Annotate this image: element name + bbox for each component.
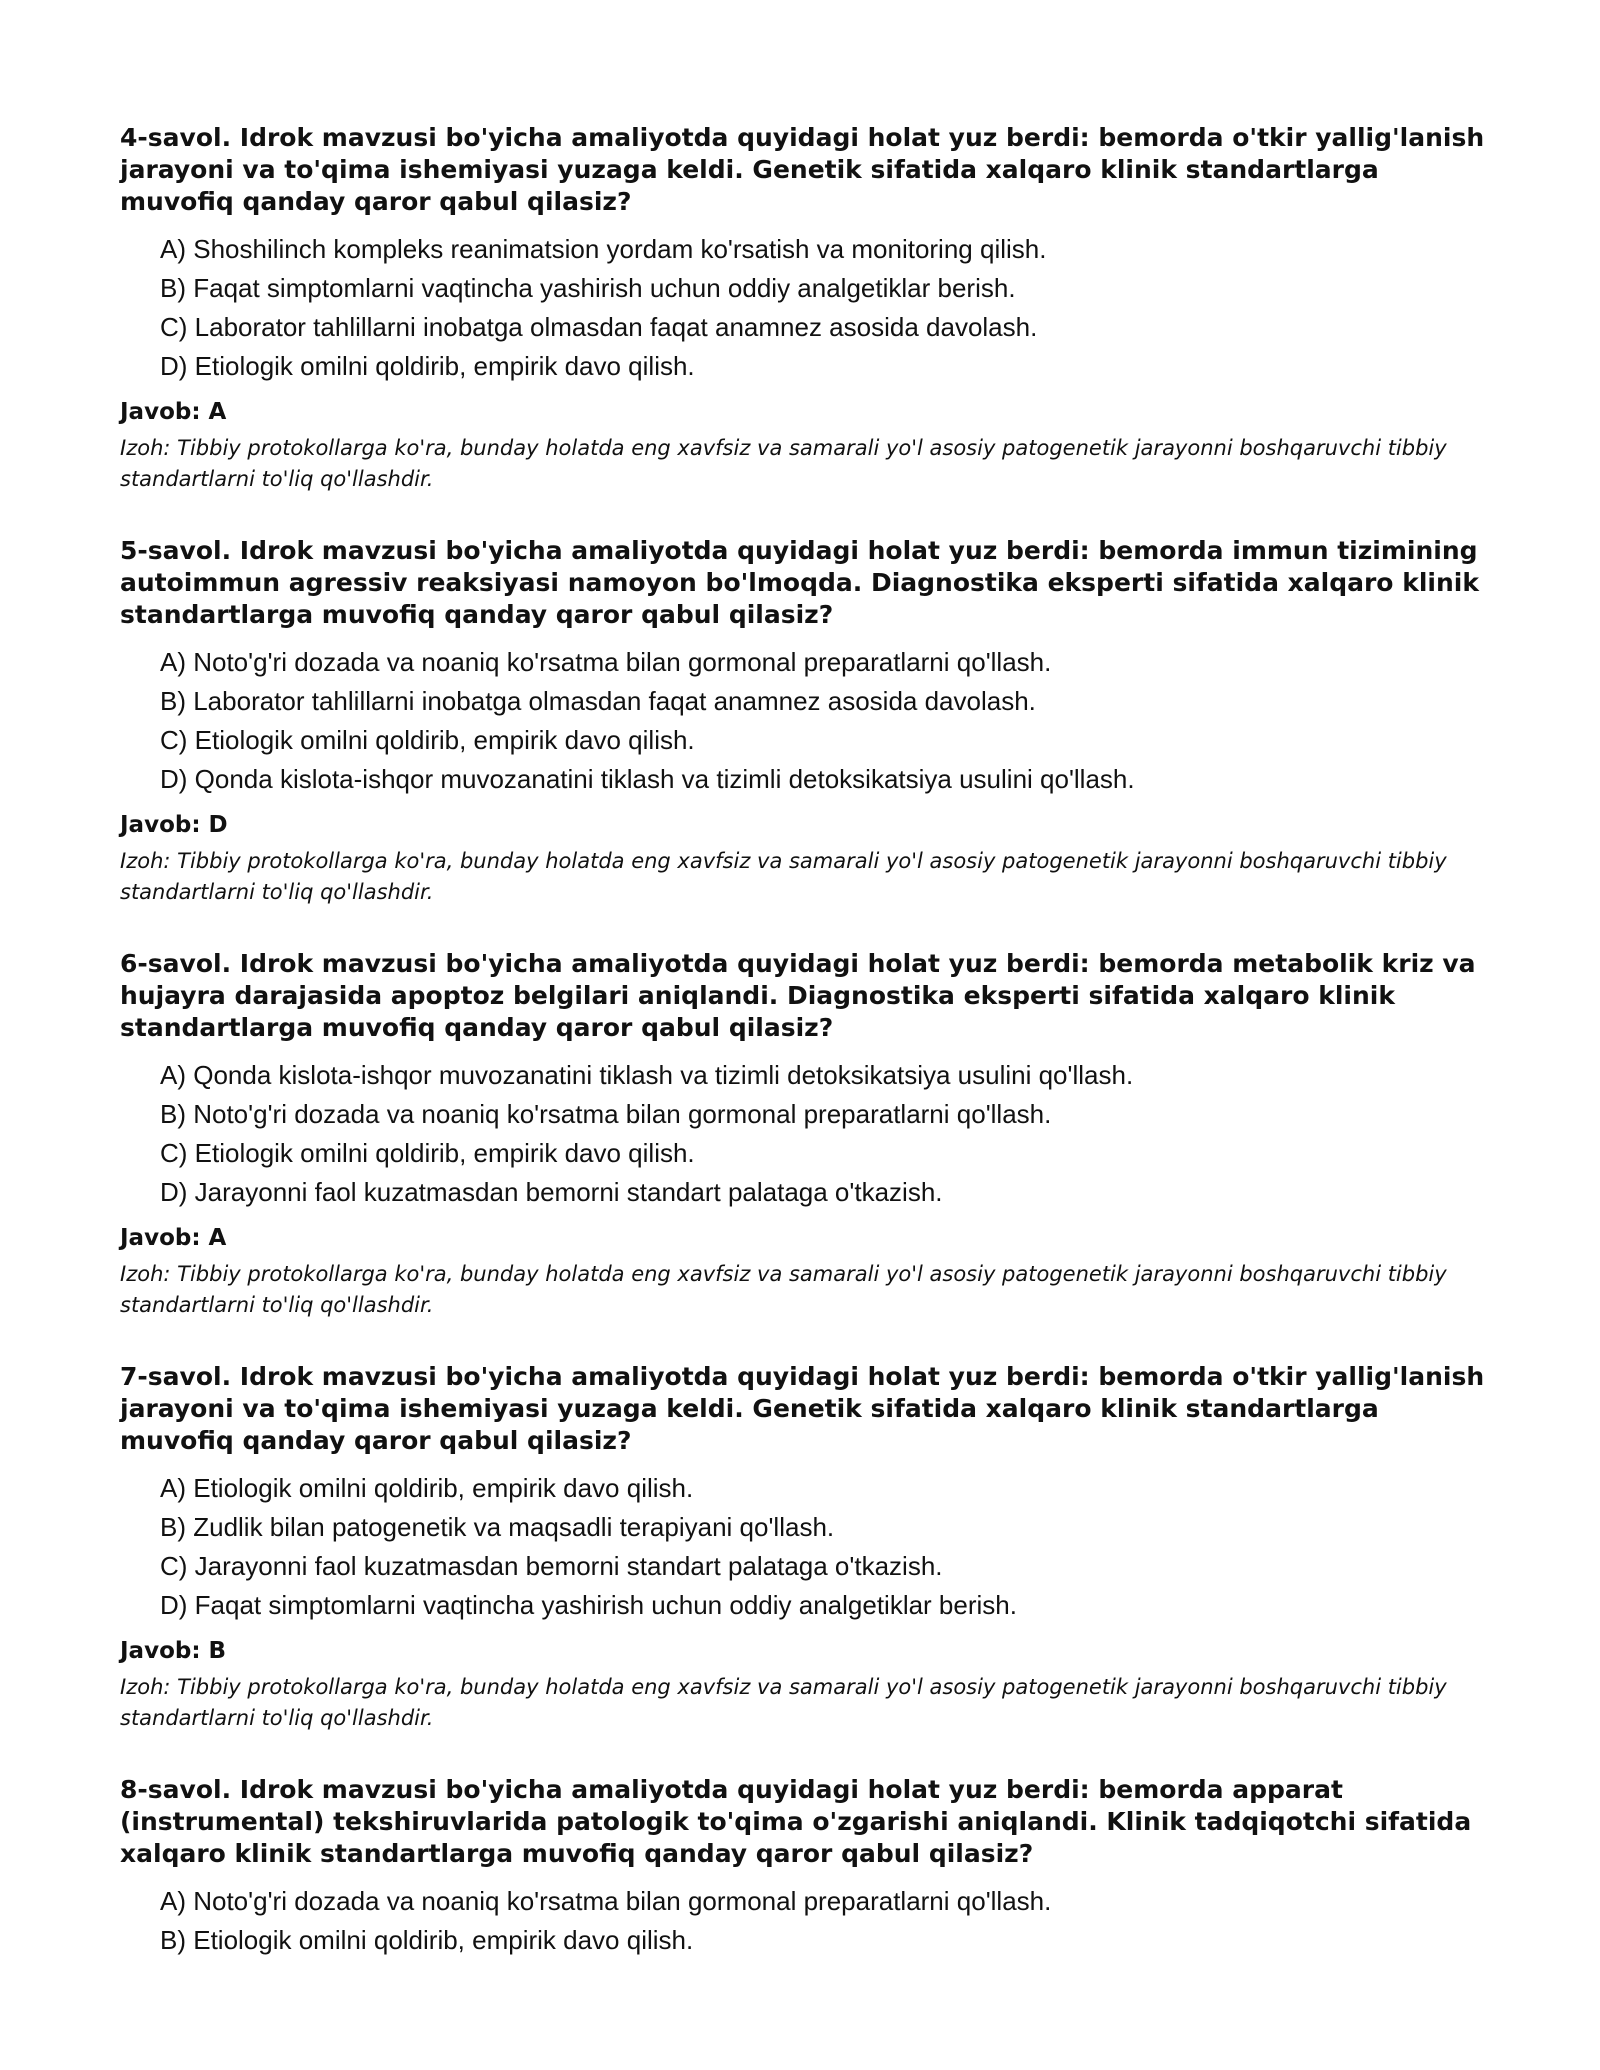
option-a: A) Etiologik omilni qoldirib, empirik davo qilish. bbox=[160, 1473, 694, 1503]
question-title: 5-savol. Idrok mavzusi bo'yicha amaliyotda quyidagi holat yuz berdi: bemorda immun tizimining autoimmun agressiv reaksiyasi namoyon bo'lmoqda. Diagnostika eksperti sifatida xalqaro klinik standartlarga muvofiq qanday qaror qabul qilasiz? bbox=[120, 536, 1479, 629]
question-block bbox=[120, 122, 1500, 495]
option-a: A) Qonda kislota-ishqor muvozanatini tiklash va tizimli detoksikatsiya usulini qo'llash. bbox=[160, 1060, 1134, 1090]
option-a: A) Noto'g'ri dozada va noaniq ko'rsatma bilan gormonal preparatlarni qo'llash. bbox=[160, 1886, 1052, 1916]
question-block bbox=[120, 948, 1500, 1321]
question-block bbox=[120, 535, 1500, 908]
option-a: A) Shoshilinch kompleks reanimatsion yordam ko'rsatish va monitoring qilish. bbox=[160, 234, 1047, 264]
option-c: C) Etiologik omilni qoldirib, empirik davo qilish. bbox=[160, 1138, 695, 1168]
question-title: 7-savol. Idrok mavzusi bo'yicha amaliyotda quyidagi holat yuz berdi: bemorda o'tkir yallig'lanish jarayoni va to'qima ishemiyasi yuzaga keldi. Genetik sifatida xalqaro klinik standartlarga muvofiq qanday qaror qabul qilasiz? bbox=[120, 1362, 1485, 1455]
document-page bbox=[120, 122, 1500, 2000]
option-c: C) Laborator tahlillarni inobatga olmasdan faqat anamnez asosida davolash. bbox=[160, 312, 1038, 342]
explanation-text: Izoh: Tibbiy protokollarga ko'ra, bunday holatda eng xavfsiz va samarali yo'l asosiy patogenetik jarayonni boshqaruvchi tibbiy standartlarni to'liq qo'llashdir. bbox=[120, 436, 1447, 491]
question-block bbox=[120, 1361, 1500, 1734]
question-title: 4-savol. Idrok mavzusi bo'yicha amaliyotda quyidagi holat yuz berdi: bemorda o'tkir yallig'lanish jarayoni va to'qima ishemiyasi yuzaga keldi. Genetik sifatida xalqaro klinik standartlarga muvofiq qanday qaror qabul qilasiz? bbox=[120, 123, 1485, 216]
option-list bbox=[120, 1056, 1500, 1212]
option-list bbox=[120, 1882, 1500, 1960]
option-b: B) Laborator tahlillarni inobatga olmasdan faqat anamnez asosida davolash. bbox=[160, 686, 1036, 716]
answer-label: Javob: B bbox=[120, 1638, 227, 1664]
option-c: C) Etiologik omilni qoldirib, empirik davo qilish. bbox=[160, 725, 695, 755]
option-c: C) Jarayonni faol kuzatmasdan bemorni standart palataga o'tkazish. bbox=[160, 1551, 943, 1581]
option-d: D) Qonda kislota-ishqor muvozanatini tiklash va tizimli detoksikatsiya usulini qo'llash. bbox=[160, 764, 1135, 794]
option-list bbox=[120, 230, 1500, 386]
option-d: D) Faqat simptomlarni vaqtincha yashirish uchun oddiy analgetiklar berish. bbox=[160, 1590, 1017, 1620]
explanation-text: Izoh: Tibbiy protokollarga ko'ra, bunday holatda eng xavfsiz va samarali yo'l asosiy patogenetik jarayonni boshqaruvchi tibbiy standartlarni to'liq qo'llashdir. bbox=[120, 849, 1447, 904]
option-b: B) Zudlik bilan patogenetik va maqsadli terapiyani qo'llash. bbox=[160, 1512, 835, 1542]
option-a: A) Noto'g'ri dozada va noaniq ko'rsatma bilan gormonal preparatlarni qo'llash. bbox=[160, 647, 1052, 677]
explanation-text: Izoh: Tibbiy protokollarga ko'ra, bunday holatda eng xavfsiz va samarali yo'l asosiy patogenetik jarayonni boshqaruvchi tibbiy standartlarni to'liq qo'llashdir. bbox=[120, 1675, 1447, 1730]
question-title: 6-savol. Idrok mavzusi bo'yicha amaliyotda quyidagi holat yuz berdi: bemorda metabolik kriz va hujayra darajasida apoptoz belgilari aniqlandi. Diagnostika eksperti sifatida xalqaro klinik standartlarga muvofiq qanday qaror qabul qilasiz? bbox=[120, 949, 1476, 1042]
option-d: D) Jarayonni faol kuzatmasdan bemorni standart palataga o'tkazish. bbox=[160, 1177, 943, 1207]
option-b: B) Faqat simptomlarni vaqtincha yashirish uchun oddiy analgetiklar berish. bbox=[160, 273, 1016, 303]
option-b: B) Etiologik omilni qoldirib, empirik davo qilish. bbox=[160, 1925, 694, 1955]
question-block bbox=[120, 1774, 1500, 1960]
answer-label: Javob: A bbox=[120, 1225, 227, 1251]
answer-label: Javob: A bbox=[120, 399, 227, 425]
option-list bbox=[120, 1469, 1500, 1625]
question-title: 8-savol. Idrok mavzusi bo'yicha amaliyotda quyidagi holat yuz berdi: bemorda apparat (instrumental) tekshiruvlarida patologik to'qima o'zgarishi aniqlandi. Klinik tadqiqotchi sifatida xalqaro klinik standartlarga muvofiq qanday qaror qabul qilasiz? bbox=[120, 1775, 1472, 1868]
explanation-text: Izoh: Tibbiy protokollarga ko'ra, bunday holatda eng xavfsiz va samarali yo'l asosiy patogenetik jarayonni boshqaruvchi tibbiy standartlarni to'liq qo'llashdir. bbox=[120, 1262, 1447, 1317]
answer-label: Javob: D bbox=[120, 812, 228, 838]
option-list bbox=[120, 643, 1500, 799]
option-d: D) Etiologik omilni qoldirib, empirik davo qilish. bbox=[160, 351, 695, 381]
option-b: B) Noto'g'ri dozada va noaniq ko'rsatma bilan gormonal preparatlarni qo'llash. bbox=[160, 1099, 1052, 1129]
